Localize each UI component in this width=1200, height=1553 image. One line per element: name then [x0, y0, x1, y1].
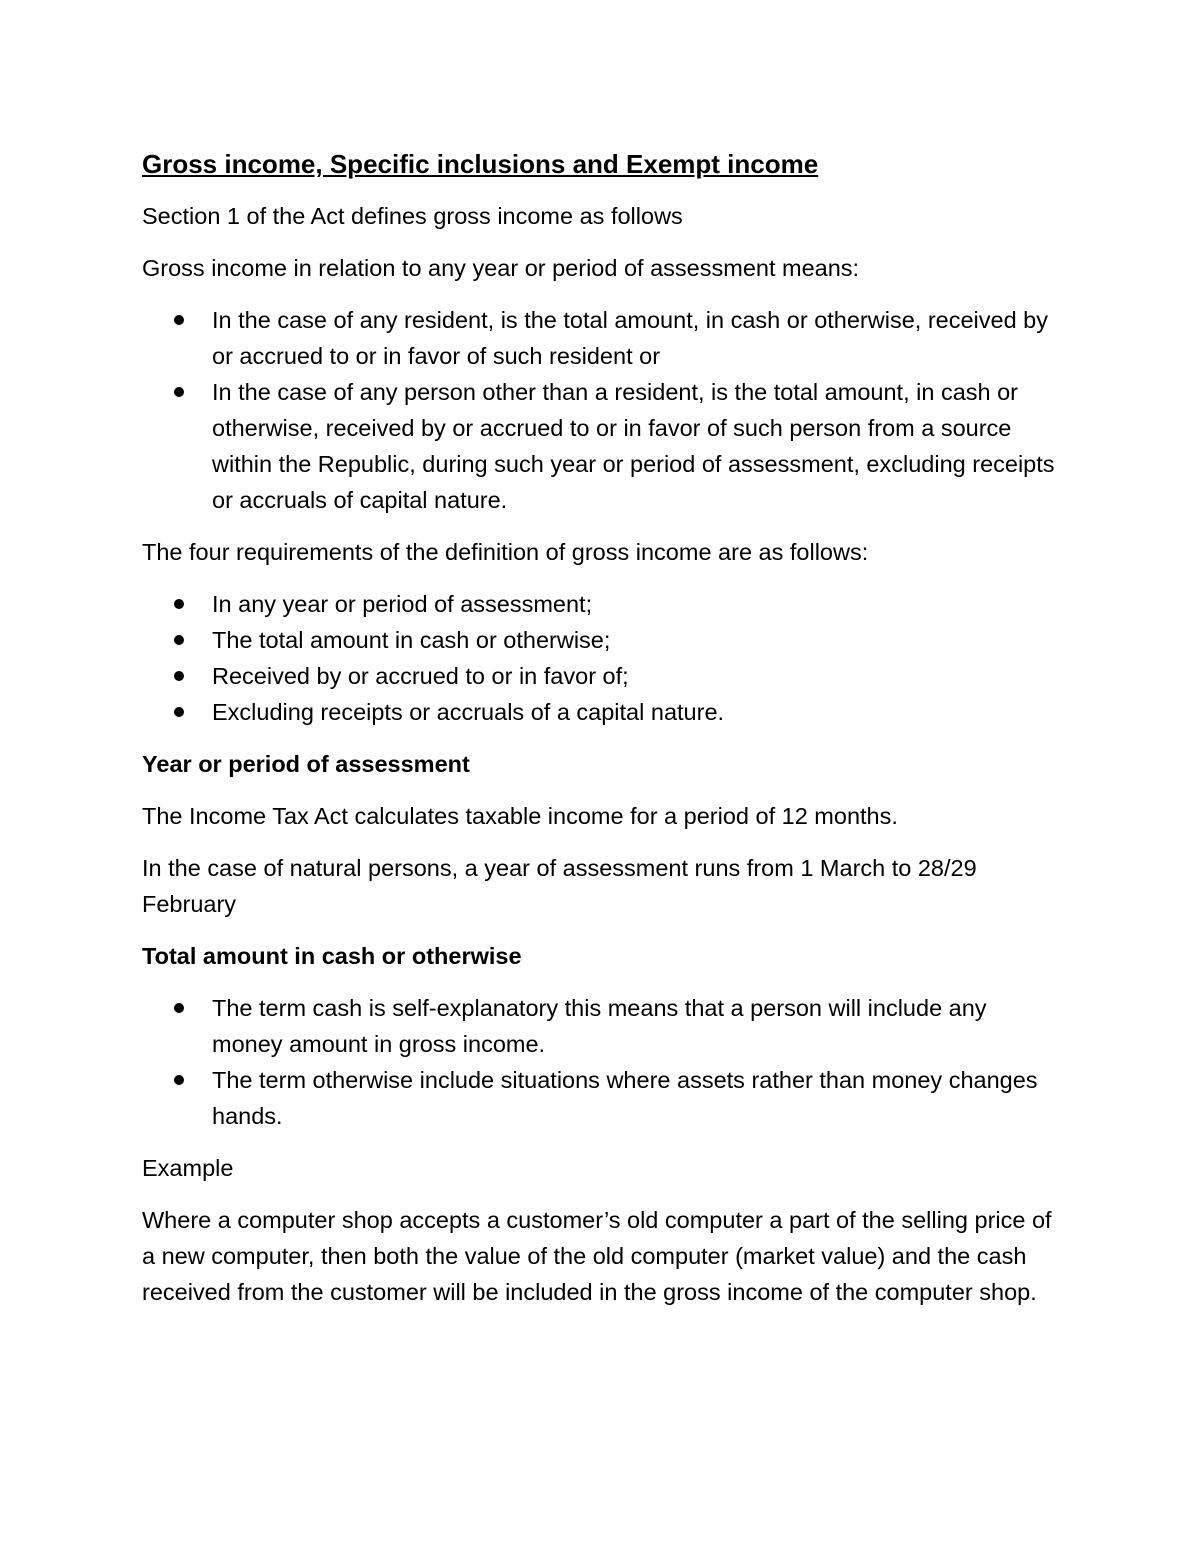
list-item-text: In the case of any person other than a resident, is the total amount, in cash or otherwise, received by or accrued to or in favor of such person from a source within the Republic, during such year or period of assessment, excluding receipts or accruals of capital nature.: [212, 379, 1055, 513]
list-item: [142, 990, 1062, 1062]
total-section-list: [142, 990, 1062, 1134]
requirements-list: [142, 586, 1062, 730]
list-item: [142, 658, 1062, 694]
bullet-icon: [174, 599, 184, 609]
total-section-heading: Total amount in cash or otherwise: [142, 943, 522, 969]
year-section-paragraph: In the case of natural persons, a year of assessment runs from 1 March to 28/29 February: [142, 855, 977, 917]
requirements-lead: The four requirements of the definition of gross income are as follows:: [142, 539, 869, 565]
list-item: [142, 694, 1062, 730]
list-item-text: The term otherwise include situations where assets rather than money changes hands.: [212, 1067, 1038, 1129]
bullet-icon: [174, 707, 184, 717]
list-item-text: The term cash is self-explanatory this means that a person will include any money amount in gross income.: [212, 995, 987, 1057]
year-section-heading: Year or period of assessment: [142, 751, 470, 777]
bullet-icon: [174, 1075, 184, 1085]
bullet-icon: [174, 315, 184, 325]
list-item: [142, 374, 1062, 518]
list-item-text: The total amount in cash or otherwise;: [212, 627, 611, 653]
year-section-paragraph: The Income Tax Act calculates taxable income for a period of 12 months.: [142, 803, 898, 829]
list-item-text: Received by or accrued to or in favor of;: [212, 663, 629, 689]
document-page: [142, 140, 1062, 1326]
list-item: [142, 622, 1062, 658]
page-title: Gross income, Specific inclusions and Exempt income: [142, 149, 819, 179]
intro-paragraph: Section 1 of the Act defines gross income as follows: [142, 203, 683, 229]
definition-list: [142, 302, 1062, 518]
list-item: [142, 586, 1062, 622]
example-text: Where a computer shop accepts a customer’s old computer a part of the selling price of a new computer, then both the value of the old computer (market value) and the cash received from the customer will be included in the gross income of the computer shop.: [142, 1207, 1052, 1305]
list-item: [142, 1062, 1062, 1134]
list-item-text: Excluding receipts or accruals of a capital nature.: [212, 699, 725, 725]
bullet-icon: [174, 635, 184, 645]
definition-lead: Gross income in relation to any year or period of assessment means:: [142, 255, 860, 281]
bullet-icon: [174, 671, 184, 681]
list-item-text: In any year or period of assessment;: [212, 591, 593, 617]
list-item-text: In the case of any resident, is the total amount, in cash or otherwise, received by or accrued to or in favor of such resident or: [212, 307, 1049, 369]
bullet-icon: [174, 1003, 184, 1013]
bullet-icon: [174, 387, 184, 397]
example-label: Example: [142, 1155, 234, 1181]
list-item: [142, 302, 1062, 374]
